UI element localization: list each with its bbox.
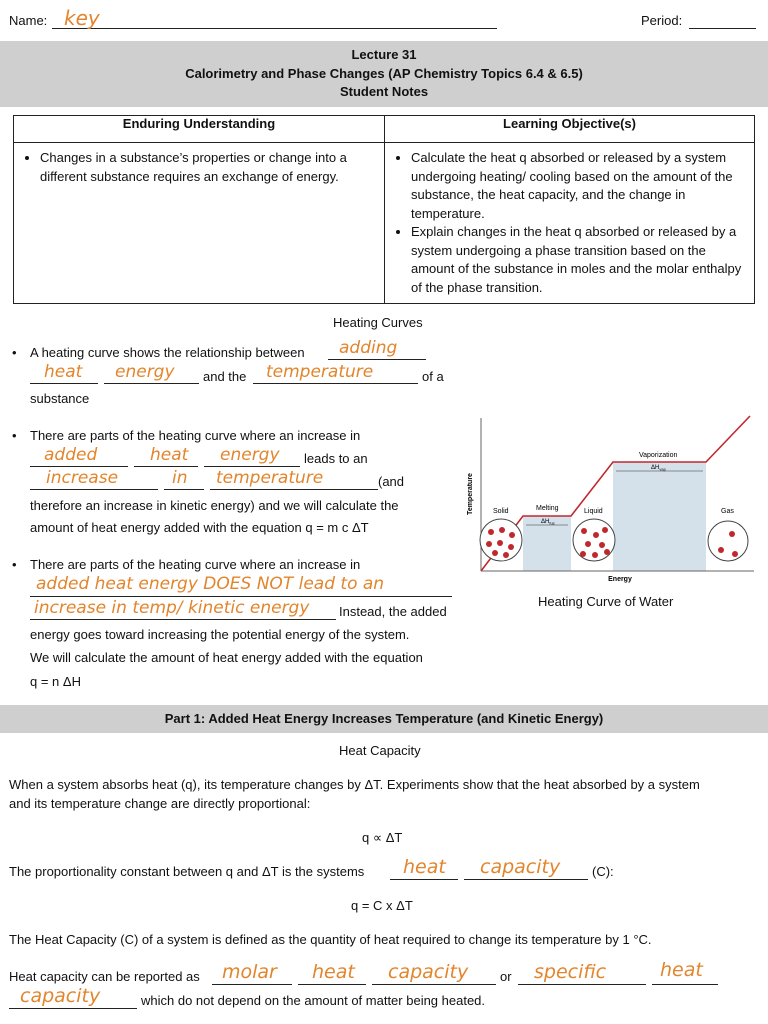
bullet-1-of-a: of a	[422, 369, 444, 384]
heating-curve-figure	[462, 414, 762, 594]
objective-item: • Calculate the heat q absorbed or released by a system undergoing heating/ cooling based on the amount of the substance, the heat capacity, and the change in temperature.	[411, 149, 746, 223]
heating-curves-heading: Heating Curves	[333, 315, 423, 330]
melting-dh-label: $\Delta H_{fus}$	[541, 519, 555, 526]
blank	[328, 359, 426, 360]
figure-caption: Heating Curve of Water	[538, 594, 674, 609]
answer-added: added	[44, 445, 98, 465]
gas-particles	[708, 521, 748, 561]
bullet-2-line-5: amount of heat energy added with the equation q = m c ΔT	[30, 520, 369, 535]
answer-increase: increase	[46, 468, 119, 488]
solid-label: Solid	[493, 508, 509, 515]
bullet-3-instead: Instead, the added	[339, 604, 447, 619]
bullet-1-line-1: • A heating curve shows the relationship between	[30, 345, 305, 360]
bullet-3-line-1: • There are parts of the heating curve where an increase in	[30, 557, 360, 572]
blank	[30, 466, 128, 467]
part1-paragraph-3: The Heat Capacity (C) of a system is defined as the quantity of heat required to change its temperature by 1 °C.	[9, 932, 652, 947]
part1-title: Part 1: Added Heat Energy Increases Temperature (and Kinetic Energy)	[164, 711, 604, 726]
answer-molar: molar	[222, 961, 277, 983]
answer-capacity-2: capacity	[388, 961, 469, 983]
bullet-2-leads-to: leads to an	[304, 451, 368, 466]
answer-temperature: temperature	[266, 362, 374, 382]
blank	[30, 596, 452, 597]
bullet-2-line-1: • There are parts of the heating curve where an increase in	[30, 428, 360, 443]
blank	[9, 1008, 137, 1009]
part1-paragraph-2: The proportionality constant between q and ΔT is the systems	[9, 864, 365, 879]
part1-paragraph-1-line-2: and its temperature change are directly proportional:	[9, 796, 311, 811]
liquid-label: Liquid	[584, 508, 603, 515]
blank	[204, 466, 300, 467]
blank	[104, 383, 199, 384]
bullet-1-and-the: and the	[203, 369, 247, 384]
learning-objectives-header: Learning Objective(s)	[385, 116, 755, 143]
answer-capacity-3: capacity	[20, 985, 101, 1007]
blank	[30, 619, 336, 620]
answer-temperature-2: temperature	[216, 468, 324, 488]
blank	[210, 489, 378, 490]
bullet-3-line-5: We will calculate the amount of heat energy added with the equation	[30, 650, 423, 665]
answer-heat-2: heat	[150, 445, 189, 465]
blank	[212, 984, 292, 985]
blank	[518, 984, 646, 985]
answer-adding: adding	[339, 338, 398, 358]
blank	[30, 489, 158, 490]
title-block	[0, 46, 768, 102]
understanding-item: • Changes in a substance’s properties or change into a different substance requires an exchange of energy.	[40, 149, 376, 186]
objective-item: • Explain changes in the heat q absorbed or released by a system undergoing a phase transition based on the amount of the substance in moles and the molar enthalpy of the phase transition.	[411, 223, 746, 297]
answer-heat-5: heat	[660, 959, 703, 981]
answer-energy: energy	[115, 362, 175, 382]
bullet-2-line-4: therefore an increase in kinetic energy) and we will calculate the	[30, 498, 399, 513]
answer-capacity: capacity	[480, 856, 561, 878]
learning-objectives-cell	[385, 143, 755, 304]
answer-specific: specific	[534, 961, 607, 983]
answer-in: in	[172, 468, 188, 488]
part1-paragraph-2-c: (C):	[592, 864, 614, 879]
x-axis-label: Energy	[608, 576, 632, 583]
name-answer: key	[64, 6, 100, 30]
lecture-title: Calorimetry and Phase Changes (AP Chemistry Topics 6.4 & 6.5)	[185, 65, 583, 81]
bullet-3-line-6: q = n ΔH	[30, 674, 81, 689]
liquid-particles	[573, 519, 615, 561]
blank	[652, 984, 718, 985]
blank	[253, 383, 418, 384]
bullet-3-line-4: energy goes toward increasing the potential energy of the system.	[30, 627, 410, 642]
period-label: Period:	[641, 13, 683, 28]
answer-increase-in-temp: increase in temp/ kinetic energy	[34, 598, 310, 618]
period-blank	[689, 28, 756, 29]
part1-paragraph-4-end: which do not depend on the amount of matter being heated.	[141, 993, 486, 1008]
objectives-table	[13, 115, 755, 304]
part1-paragraph-1-line-1: When a system absorbs heat (q), its temperature changes by ΔT. Experiments show that the heat absorbed by a system	[9, 777, 700, 792]
answer-heat-3: heat	[403, 856, 446, 878]
vaporization-label: Vaporization	[639, 452, 678, 459]
part1-paragraph-4: Heat capacity can be reported as	[9, 969, 200, 984]
lecture-number: Lecture 31	[351, 47, 417, 62]
answer-heat: heat	[44, 362, 83, 382]
gas-label: Gas	[721, 508, 734, 515]
blank	[298, 984, 366, 985]
answer-energy-2: energy	[220, 445, 280, 465]
melting-label: Melting	[536, 505, 559, 512]
blank	[464, 879, 588, 880]
heat-capacity-heading: Heat Capacity	[339, 743, 421, 758]
blank	[390, 879, 458, 880]
answer-added-heat-energy: added heat energy DOES NOT lead to an	[36, 574, 385, 594]
vaporization-band	[613, 462, 706, 571]
bullet-2-and: (and	[378, 474, 405, 489]
heat-capacity-equation: q = C x ΔT	[351, 898, 413, 913]
name-blank	[52, 28, 497, 29]
enduring-understanding-cell	[14, 143, 385, 304]
part1-paragraph-4-or: or	[500, 969, 512, 984]
solid-particles	[480, 519, 522, 561]
y-axis-label: Temperature	[467, 473, 474, 515]
bullet-1-substance: substance	[30, 391, 90, 406]
blank	[372, 984, 496, 985]
enduring-understanding-header: Enduring Understanding	[14, 116, 385, 143]
proportional-equation: q ∝ ΔT	[362, 830, 403, 845]
name-label: Name:	[9, 13, 48, 28]
blank	[30, 383, 98, 384]
answer-heat-4: heat	[312, 961, 355, 983]
blank	[134, 466, 198, 467]
blank	[164, 489, 204, 490]
lecture-subtitle: Student Notes	[339, 84, 429, 99]
vap-dh-label: $\Delta H_{vap}$	[651, 465, 666, 472]
